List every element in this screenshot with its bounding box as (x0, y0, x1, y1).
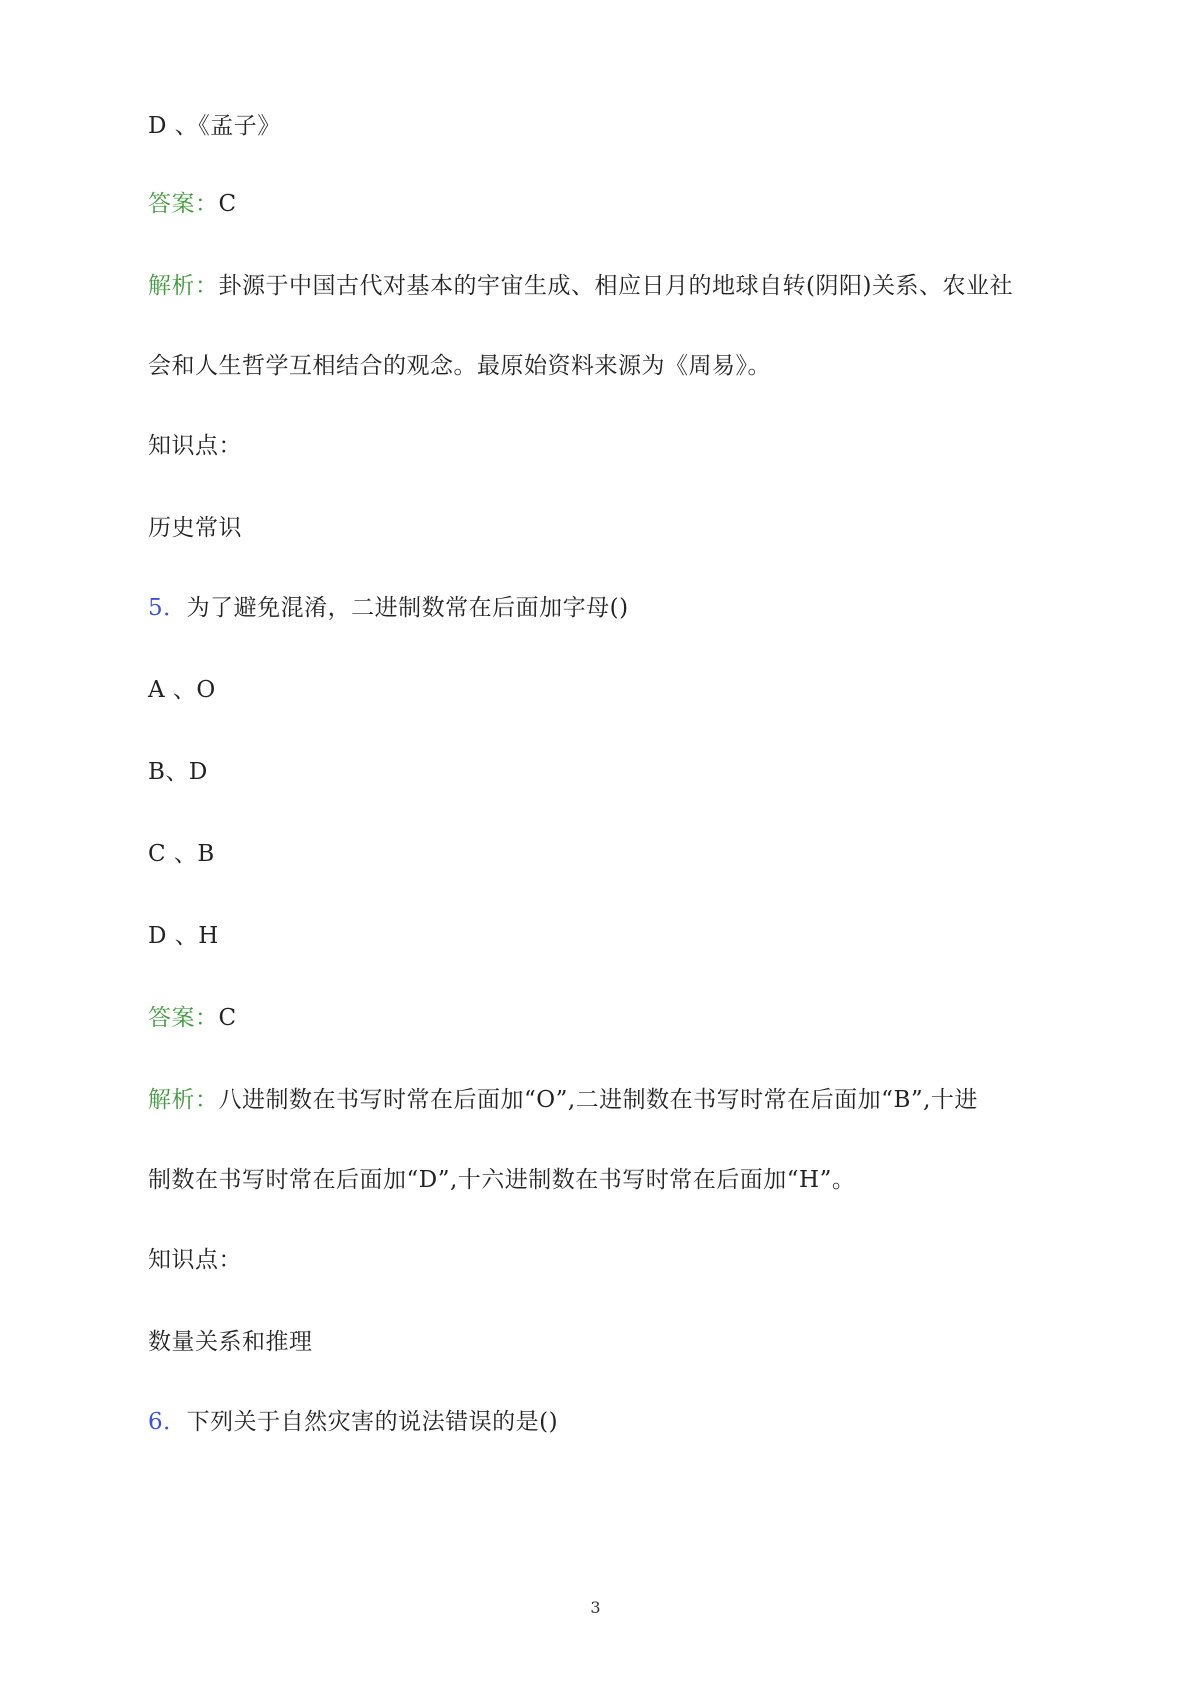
question-6 (148, 1406, 558, 1438)
page-number: 3 (590, 1598, 601, 1617)
question-number: 6． (148, 1409, 187, 1435)
question-5 (148, 592, 629, 624)
answer-value: C (218, 191, 237, 217)
knowledge-label: 知识点： (148, 433, 242, 459)
analysis-text-line1: 卦源于中国古代对基本的宇宙生成、相应日月的地球自转(阴阳)关系、农业社 (218, 273, 1013, 299)
option-d: D 、H (148, 923, 219, 949)
answer-label: 答案： (148, 191, 219, 217)
question-text: 为了避免混淆，二进制数常在后面加字母() (186, 595, 629, 621)
answer-row (148, 188, 237, 220)
knowledge-value: 历史常识 (148, 515, 242, 541)
option-c: C 、B (148, 841, 215, 867)
option-b: B、D (148, 759, 208, 785)
analysis-text-line1: 八进制数在书写时常在后面加“O”,二进制数在书写时常在后面加“B”,十进 (218, 1087, 978, 1113)
analysis-label: 解析： (148, 1087, 219, 1113)
question-text: 下列关于自然灾害的说法错误的是() (186, 1409, 559, 1435)
analysis-row (148, 1084, 978, 1116)
answer-row (148, 1002, 237, 1034)
analysis-row (148, 270, 1013, 302)
analysis-text-line2: 制数在书写时常在后面加“D”,十六进制数在书写时常在后面加“H”。 (148, 1167, 856, 1193)
question-number: 5． (148, 595, 187, 621)
answer-value: C (218, 1005, 237, 1031)
option-a: A 、O (148, 677, 216, 703)
option-d: D 、《孟子》 (148, 113, 281, 139)
answer-label: 答案： (148, 1005, 219, 1031)
knowledge-label: 知识点： (148, 1247, 242, 1273)
analysis-text-line2: 会和人生哲学互相结合的观念。最原始资料来源为《周易》。 (148, 353, 771, 379)
knowledge-value: 数量关系和推理 (148, 1329, 313, 1355)
analysis-label: 解析： (148, 273, 219, 299)
